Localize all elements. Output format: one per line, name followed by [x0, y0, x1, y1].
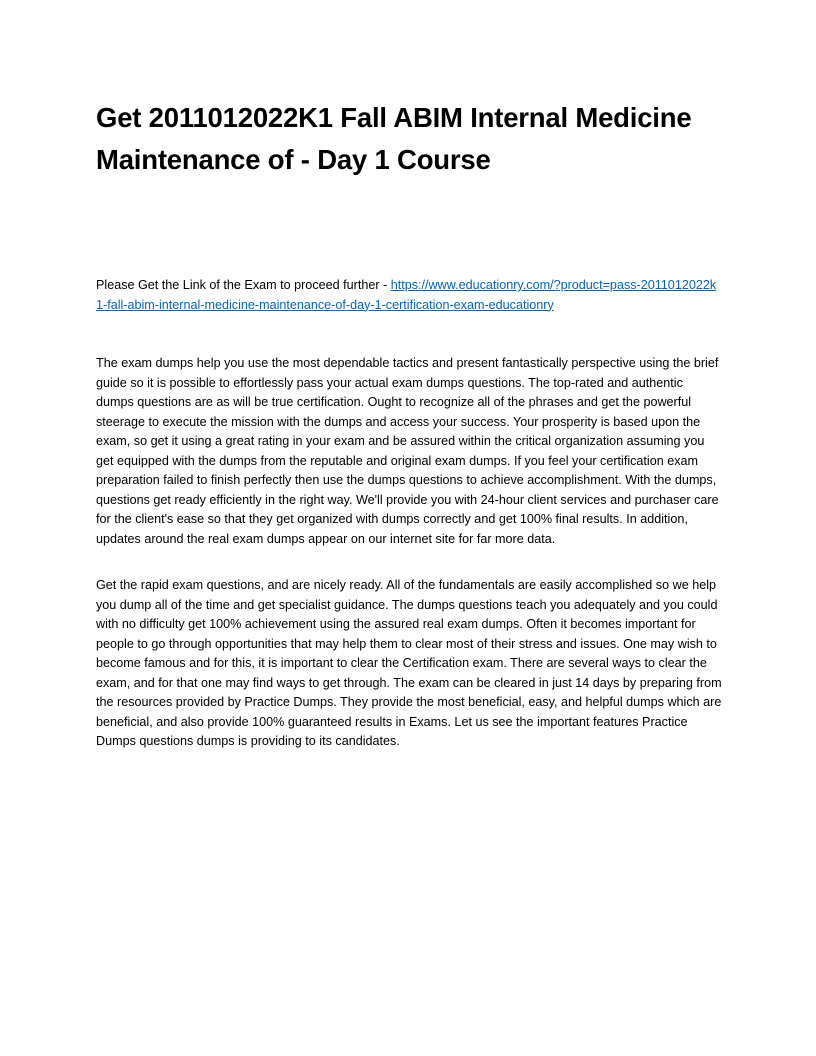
- body-paragraph-2: Get the rapid exam questions, and are nicely ready. All of the fundamentals are easily accomplished so we help you dump all of the time and get specialist guidance. The dumps questions teach you adequately and you could with no difficulty get 100% achievement using the assured real exam dumps. Often it becomes important for people to go through opportunities that may help them to clear most of their stress and issues. One may wish to become famous and for this, it is important to clear the Certification exam. There are several ways to clear the exam, and for that one may find ways to get through. The exam can be cleared in just 14 days by preparing from the resources provided by Practice Dumps. They provide the most beneficial, easy, and helpful dumps which are beneficial, and also provide 100% guaranteed results in Exams. Let us see the important features Practice Dumps questions dumps is providing to its candidates.: [96, 578, 722, 748]
- link-intro-text: Please Get the Link of the Exam to proceed further -: [96, 278, 391, 292]
- body-paragraph-1: The exam dumps help you use the most dependable tactics and present fantastically perspective using the brief guide so it is possible to effortlessly pass your actual exam dumps questions. The top-rated and authentic dumps questions are as will be true certification. Ought to recognize all of the phrases and get the powerful steerage to execute the mission with the dumps and access your success. Your prosperity is based upon the exam, so get it using a great rating in your exam and be assured within the critical organization assuming you get equipped with the dumps from the reputable and original exam dumps. If you feel your certification exam preparation failed to finish perfectly then use the dumps questions to achieve accomplishment. With the dumps, questions get ready efficiently in the right way. We'll provide you with 24-hour client services and purchaser care for the client's ease so that they get organized with dumps correctly and get 100% final results. In addition, updates around the real exam dumps appear on our internet site for far more data.: [96, 356, 719, 546]
- exam-link[interactable]: https://www.educationry.com/?product=pass-2011012022k1-fall-abim-internal-medicine-maintenance-of-day-1-certification-exam-educationry: [96, 278, 717, 312]
- page-title: Get 2011012022K1 Fall ABIM Internal Medicine Maintenance of - Day 1 Course: [96, 102, 692, 175]
- exam-link-paragraph: [96, 276, 722, 315]
